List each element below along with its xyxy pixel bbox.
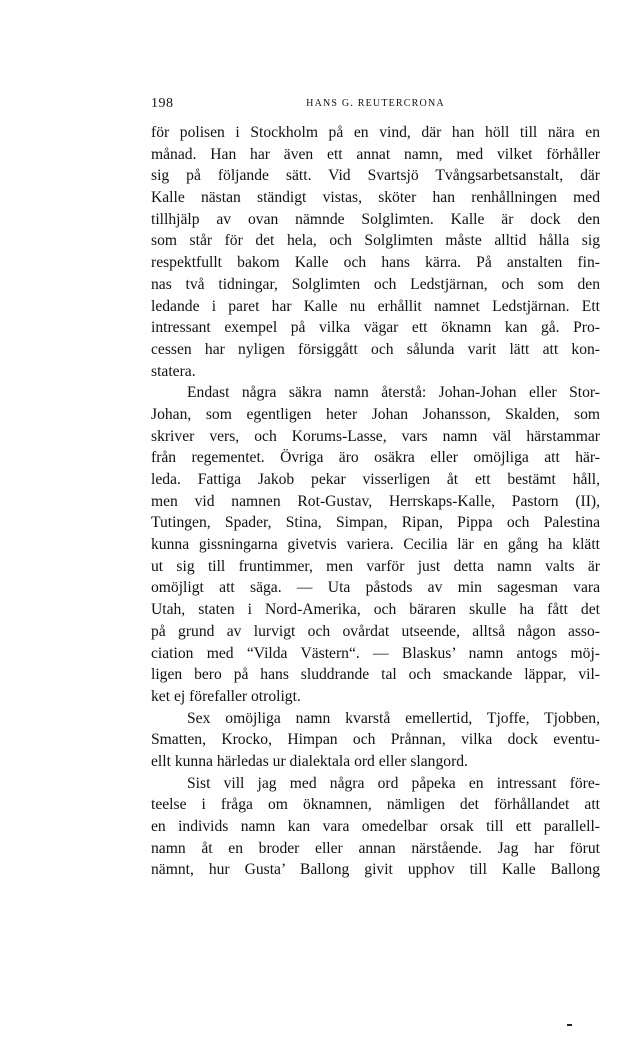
text-line: ut sig till fruntimmer, men varför just detta namn valts är [151,557,600,575]
text-line: på grund av lurvigt och ovårdat utseende, alltså någon asso- [151,622,600,640]
text-line: från regementet. Övriga äro osäkra eller omöjliga att här- [151,449,600,467]
text-line: Sist vill jag med några ord påpeka en intressant före- [187,774,600,792]
text-line: men vid namnen Rot-Gustav, Herrskaps-Kalle, Pastorn (II), [151,492,600,510]
text-line: respektfullt bakom Kalle och hans kärra. På anstalten fin- [151,254,600,272]
text-line: tillhjälp av ovan nämnde Solglimten. Kalle är dock den [151,210,600,228]
page-mark [567,1024,572,1026]
text-line: sig på följande sätt. Vid Svartsjö Tvångsarbetsanstalt, där [151,167,600,185]
text-line: intressant exempel på vilka vägar ett öknamn kan gå. Pro- [151,319,600,337]
text-line: omöjligt att säga. — Uta påstods av min sagesman vara [151,579,600,597]
text-line: Johan, som egentligen heter Johan Johansson, Skalden, som [151,405,600,423]
page-number: 198 [151,96,174,111]
text-line: Smatten, Krocko, Himpan och Prånnan, vilka dock eventu- [151,731,600,749]
text-line: Tutingen, Spader, Stina, Simpan, Ripan, Pippa och Palestina [151,514,600,532]
text-line: nas två tidningar, Solglimten och Ledstjärnan, och som den [151,275,600,293]
text-line: ciation med “Vilda Västern“. — Blaskus’ namn antogs möj- [151,644,600,662]
text-line: nämnt, hur Gusta’ Ballong givit upphov till Kalle Ballong [151,861,600,879]
text-line: månad. Han har även ett annat namn, med vilket förhåller [151,145,600,163]
text-line: Kalle nästan ständigt vistas, sköter han renhållningen med [151,189,600,207]
text-line: statera. [151,362,196,380]
text-line: skriver vers, och Korums-Lasse, vars namn väl härstammar [151,427,600,445]
text-line: namn åt en broder eller annan närstående. Jag har förut [151,839,600,857]
text-line: en individs namn kan vara omedelbar orsak till ett parallell- [151,818,600,835]
body-text [151,122,600,881]
text-line: Endast några säkra namn återstå: Johan-Johan eller Stor- [187,384,600,402]
text-line: kunna gissningarna givetvis variera. Cecilia lär en gång ha klätt [151,536,600,554]
text-line: Utah, staten i Nord-Amerika, och bäraren skulle ha fått det [151,601,600,619]
text-line: ellt kunna härledas ur dialektala ord eller slangord. [151,752,468,770]
text-line: ligen bero på hans sluddrande tal och smackande läppar, vil- [151,666,600,684]
text-line: för polisen i Stockholm på en vind, där han höll till nära en [151,124,600,141]
text-line: som står för det hela, och Solglimten måste alltid hålla sig [151,232,600,250]
text-line: Sex omöjliga namn kvarstå emellertid, Tjoffe, Tjobben, [187,709,600,727]
text-line: cessen har nyligen försiggått och sålunda varit lätt att kon- [151,340,600,358]
text-line: leda. Fattiga Jakob pekar visserligen åt ett bestämt håll, [151,471,600,488]
running-head [151,96,600,116]
text-line: teelse i fråga om öknamnen, nämligen det förhållandet att [151,796,600,814]
text-line: ket ej förefaller otroligt. [151,687,301,705]
running-title: HANS G. REUTERCRONA [306,98,445,109]
text-line: ledande i paret har Kalle nu erhållit namnet Ledstjärnan. Ett [151,297,600,315]
